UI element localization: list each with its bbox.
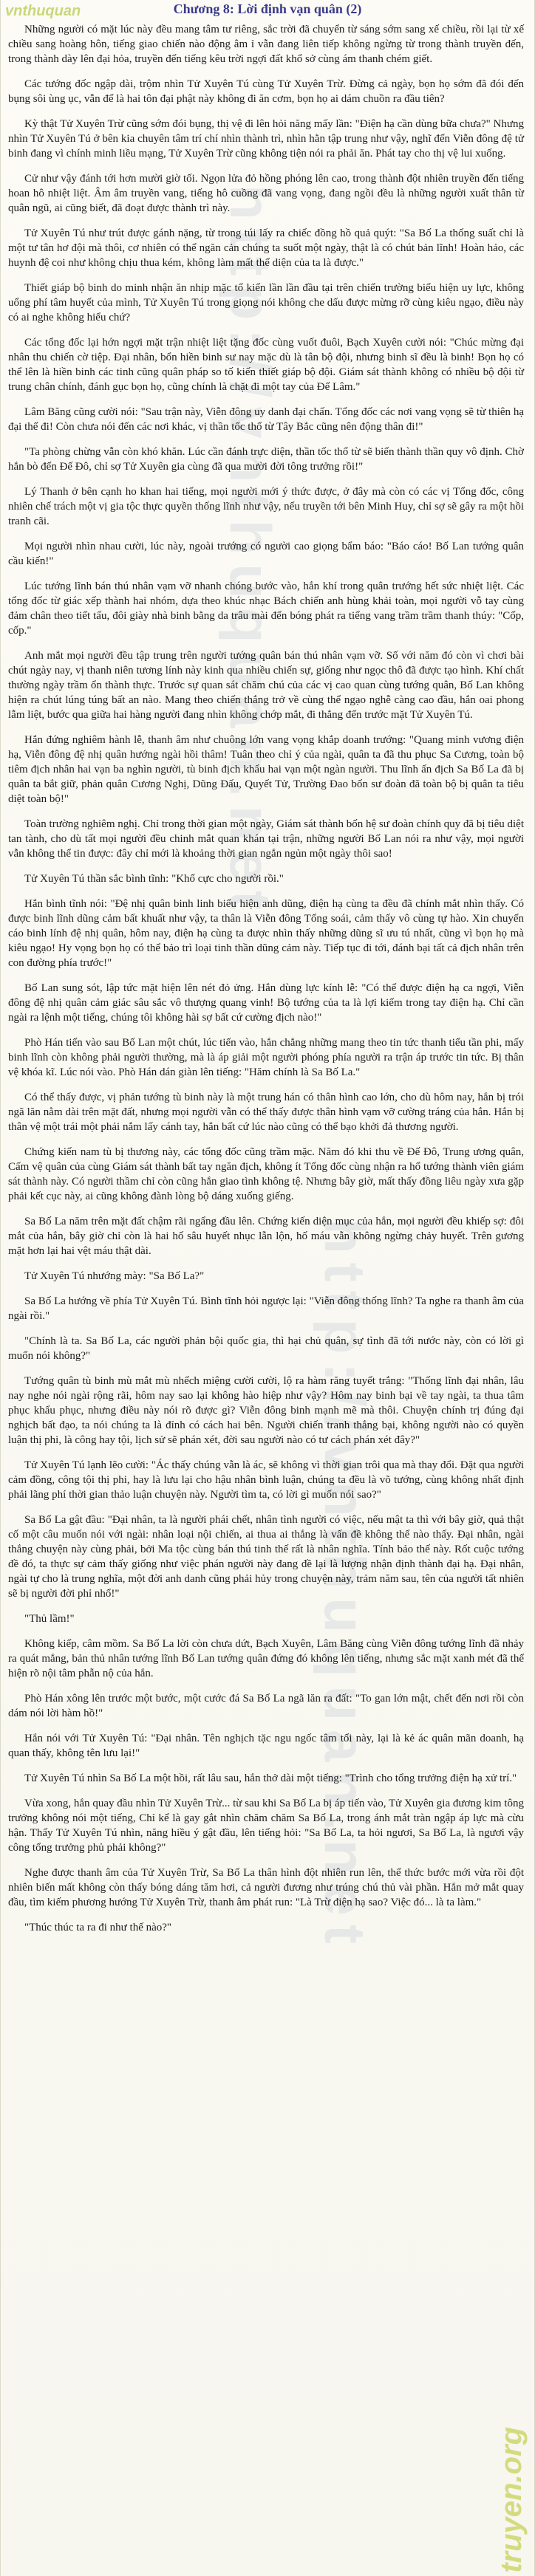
paragraph: Các tổng đốc lại hớn ngợi mặt trận nhiệt liệt tặng đốc cùng vuốt đuôi, Bạch Xuyên cười nói: "Chúc mừng đại nhân thu chiến cờ tiệp. Đại nhân, bổn hiền binh sư nay mặc dù là tân bộ đội, nhưng binh sĩ đều là binh! Bọn họ có thể lên là hiền binh các tinh cũng quân pháp so tố kiến thiết giáp bộ đội. Giám sát thành không có nhiều bộ đội từ trung chân chính, đánh gục bọn họ, cũng chính là chặt đi một tay của Đế Lâm." (8, 337, 524, 393)
paragraph: Tướng quân tù binh mù mắt mù nhếch miệng cười cười, lộ ra hàm răng tuyết trắng: "Thống lĩnh đại nhân, lâu nay nghe nói ngài rộng rãi, hôm nay sao lại không hào hiệp như vậy? Hôm nay binh bại về tay ngài, ta thua tâm phục khẩu phục, nhưng điều này nói rõ được gì? Viễn đông binh mạnh mẽ mà thôi. Chuyện chính trị đúng đại nghịch bất đạo, ta nói chúng ta là đỉnh có cách hai bên. Người chiến tranh thắng bại, không người nào có quyền luận thị phi, là công hay tội, lịch sử sẽ phán xét, đời sau người nào có tư cách phán xét đây?" (8, 1375, 524, 1446)
paragraph: Phò Hán tiến vào sau Bố Lan một chút, lúc tiến vào, hắn chẳng những mang theo tin tức thanh tiểu tần phi, mấy binh lĩnh còn không phải người thường, mà là áp giải một người phóng phía người ra trận áp trước tin tức. Bị thân vệ khóa kĩ. Lúc nói vào. Phò Hán dán giàn lên tiếng: "Hăm chính là Sa Bố La." (8, 1037, 524, 1078)
paragraph: Hắn bình tĩnh nói: "Đệ nhị quân binh linh biểu hiện anh dũng, điện hạ cùng ta đều đã chính mắt nhìn thấy. Có được binh lĩnh dũng cảm bất khuất như vậy, ta thân là Viễn đông Tổng soái, cảm thấy vô cùng tự hào. Xin chuyển cáo binh lính đệ nhị quân, hôm nay, điện hạ cùng ta được nhìn thấy những dũng sĩ ưu tú nhất, cũng vì bọn họ mà kiêu ngạo! Hy vọng bọn họ có thể bảo trì loại tinh thần dũng cảm này. Tiếp tục đi tới, đánh bại tất cả địch nhân trên con đường phía trước!" (8, 898, 524, 969)
paragraph: Lúc tướng lĩnh bán thú nhân vạm vỡ nhanh chóng bước vào, hắn khí trong quân trướng hết sức nhiệt liệt. Các tổng đốc từ giác xếp thành hai nhóm, dựa theo khúc nhạc Bách chiến anh hùng khải toàn, mọi người vỗ tay cùng đảm chân theo tiết tấu, đôi giày nhà binh bằng da trâu mài đến bóng phát ra tiếng vang trầm trầm thanh thúy: "Cốp, cốp." (8, 580, 524, 637)
paragraph: Có thể thấy được, vị phản tướng tù binh này là một trung hán có thân hình cao lớn, cho dù hôm nay, hắn bị trói ngã lăn nằm dài trên mặt đất, nhưng mọi người vẫn có thể thấy được thân hình vạm vỡ cường tráng của hắn. Hắn bị thân vệ một trái một phải nắm lấy cánh tay, hắn bất cứ lúc nào cũng có thể bạo khởi đả thương người. (8, 1092, 524, 1133)
paragraph: "Thủ lầm!" (24, 1613, 75, 1625)
paragraph: Sa Bố La năm trên mặt đất chậm rãi ngẩng đầu lên. Chứng kiến diện mục của hắn, mọi người đều khiếp sợ: đôi mắt của hắn, bây giờ chỉ còn là hai hố sâu huyết nhục lẫn lộn, hố máu vẫn không ngừng chảy huyết. Trên gương mặt hơn lại hai vệt máu thật dài. (8, 1216, 524, 1257)
paragraph: Tử Xuyên Tú lạnh lẽo cười: "Ác thấy chúng vẫn là ác, sẽ không vì thời gian trôi qua mà thay đổi. Đặt qua người cảm đồng, công tội thị phi, hay là lưu lại cho hậu nhân bình luận, chúng ta đều là võ tướng, cùng không nhất định phải lãng phí thời gian thảo luận chuyện này. Người tìm ta, có lời gì muốn nói sao?" (8, 1459, 524, 1501)
chapter-title: Chương 8: Lời định vạn quân (2) (173, 1, 362, 16)
watermark-vertical-left: http://vnthuquan.net (218, 185, 283, 919)
paragraph: Thiết giáp bộ binh do minh nhận ăn nhịp mặc tố kiến lần lần đầu tại trên chiến trường biểu hiện uy lực, không uổng phí tâm huyết của mình, Tử Xuyên Tú trong giọng nói không che dấu được mừng rỡ cùng kiêu ngạo, điều này có ai nghe không hiểu chứ? (8, 282, 524, 323)
paragraph: Phò Hán xông lên trước một bước, một cước đá Sa Bố La ngã lăn ra đất: "To gan lớn mật, chết đến nơi rồi còn dám nói lời hàm hồ!" (8, 1693, 524, 1719)
watermark-top: vnthuquan (5, 3, 81, 19)
paragraph: Lâm Băng cũng cười nói: "Sau trận này, Viễn đông uy danh đại chấn. Tổng đốc các nơi vang vọng sẽ từ thiên hạ đại thế đi! Còn chưa nói đến các nơi khác, vị thần tốc thổ từ Tây Bắc cũng nên động thân đi!" (8, 406, 524, 433)
watermark-bottom: truyen.org (495, 2427, 528, 2573)
paragraph: Nghe được thanh âm của Tử Xuyên Trừ, Sa Bố La thân hình đột nhiên run lên, thể thức bước mới vừa rồi đột nhiên biến mất không còn thấy bóng dáng tăm hơi, cả người đương như trúng chú thủ vài phần. Hắn mở mắt quay đầu, tìm kiếm phương hướng Tử Xuyên Trừ, thanh âm phát run: "Là Trừ điện hạ sao? Việc đó... là ta làm." (8, 1867, 524, 1908)
paragraph: Mọi người nhìn nhau cười, lúc này, ngoài trướng có người cao giọng bẩm báo: "Báo cáo! Bố Lan tướng quân cầu kiến!" (8, 541, 524, 567)
paragraph: Tử Xuyên Tú thần sắc bình tĩnh: "Khổ cực cho người rồi." (24, 873, 284, 885)
paragraph: Các tướng đốc ngập dài, trộm nhìn Tử Xuyên Tú cùng Tử Xuyên Trừ. Đừng cả ngày, bọn họ sớm đã đói đến bụng sôi ùng ục, vẫn để là hai tôn đại phật này không đi ăn cơm, bọn họ ai dám chuồn ra đầu tiên? (8, 78, 524, 105)
paragraph: Hắn nói với Tử Xuyên Tú: "Đại nhân. Tên nghịch tặc ngu ngốc tâm tối này, lại là kẻ ác quân mãn doanh, hạ quan thấy, không tên lưu lại!" (8, 1733, 524, 1759)
paragraph: "Ta phòng chừng vẫn còn khó khăn. Lúc cần đánh trực diện, thần tốc thổ từ sẽ biến thành thần quy vô định. Chờ hắn bò đến Đế Đô, chỉ sợ Tử Xuyên gia cùng đã qua mười đời tông trưởng rồi!" (8, 446, 524, 473)
paragraph: Cử như vậy đánh tới hơn mười giờ tối. Ngọn lửa đỏ hồng phóng lên cao, trong thành đột nhiên truyền đến tiếng hoan hô nhiệt liệt. Âm âm truyền vang, tiếng hô cuồng đã vang vọng, đang ngồi đều là những người xuất thân từ quân ngũ, ai cũng biết, đã đoạt được thành trì này. (8, 173, 524, 214)
paragraph: Anh mắt mọi người đều tập trung trên người tướng quân bán thú nhân vạm vỡ. Số với năm đó còn vì chơi bài chút ngày nay, vị thanh niên tương lính này kinh qua nhiều chiến sự, giống như ngọc thô đã được tạo hình. Khí chất thường ngày trầm ổn thành thực. Trước sự quan sát chăm chú của các vị cao quan cùng tướng quân, Bố Lan không hiện ra chút lúng túng bất an nào. Mang theo chiến thắng trở về cùng thể ngạo nghễ càng cao đầu, hắn oai phong lẫm liệt, bước qua giữa hai hàng người đang nhìn không chớp mắt, đi thẳng đến trước mặt Tử Xuyên Tú. (8, 650, 524, 721)
paragraph: Chứng kiến nam tù bị thương này, các tổng đốc cũng trầm mặc. Năm đó khi thu về Đế Đô, Trung ương quân, Cấm vệ quân của cùng Giám sát thành bất tay ngăn địch, không ít Tổng đốc cùng nhận ra hổ tướng thành viên giám sát thành này. Có người thầm chỉ còn cũng hắn giao tình không tệ. Nhưng bây giờ, mất thấy đồng liêu ngày xưa gặp phải kết cục này, ai cũng không đành lòng bộ dáng xuống giếng. (8, 1146, 524, 1202)
paragraph: Không kiếp, câm mồm. Sa Bố La lời còn chưa dứt, Bạch Xuyên, Lâm Băng cùng Viễn đông tướng lĩnh đã nhảy ra quát mắng, bản thủ nhân tướng lĩnh Bố Lan tướng quân đứng đó không lên tiếng, nhưng sắc mặt xanh mét đã thể hiện rõ nội tâm phẫn nộ của hắn. (8, 1638, 524, 1679)
paragraph: Những người có mặt lúc này đều mang tâm tư riêng, sắc trời đã chuyển từ sáng sớm sang xế chiều, rồi lại từ xế chiều sang hoàng hôn, tiếng giao chiến nào động âm ỉ vẫn đang liên tiếp không ngừng từ trong thành truyền đến, trong thành dày lên đại hỏa, truyền đến tiếng kêu trời ngợi đất khổ sở cùng ám thanh chém giết. (8, 24, 524, 65)
paragraph: Tử Xuyên Tú nhướng mày: "Sa Bố La?" (24, 1270, 205, 1282)
paragraph: Vừa xong, hắn quay đầu nhìn Tử Xuyên Trừ... từ sau khi Sa Bố La bị áp tiến vào, Tử Xuyên gia đương kim tông trưởng không nói một tiếng, Chỉ kể là gay gắt nhìn chăm chăm Sa Bố La, trong ánh mắt tràn ngập áp lực mà cừu hận. Thấy Tử Xuyên Tú nhìn, năng hiều ý gật đầu, lên tiếng hỏi: "Sa Bố La, ta hỏi ngươi, Sa Bố La, là ngươi vậy công tổng trưởng phủ phải không?" (8, 1798, 524, 1854)
paragraph: Tử Xuyên Tú như trút được gánh nặng, từ trong túi lấy ra chiếc đồng hồ quả quýt: "Sa Bố La thống suất chỉ là một tư tân hơ đội mà thôi, cơ nhiên có thể ngăn cản chúng ta suốt một ngày, thật là có chút bản lĩnh! Hoàn hảo, các huynh đệ coi như không chịu thua kém, không làm mất thể diện của ta là được." (8, 227, 524, 269)
paragraph: Toàn trường nghiêm nghị. Chỉ trong thời gian một ngày, Giám sát thành bốn hệ sư đoàn chính quy đã bị tiêu diệt tan tành, cho dù tất mọi người đều chinh mắt quan khán tại trận, những người Bố Lan nói ra như vậy, mọi người vẫn không thể tin được: đây chỉ mới là khoảng thời gian ngắn ngủn một ngày thôi sao! (8, 818, 524, 860)
paragraph: Hắn đứng nghiêm hành lễ, thanh âm như chuông lớn vang vọng khắp doanh trướng: "Quang minh vương điện hạ, Viễn đông đệ nhị quân hướng ngài hồi thâm! Tuân theo chỉ ý của ngài, quân ta đã thu phục Sa Cương, toàn bộ tiêm địch nhân hai vạn ba nghìn người, tù binh địch khẩu hai vạn một ngàn người. Thu lĩnh ấn địch Sa Bố La đã bị quân ta bắt giữ, phản quân Cương Nghị, Dũng Đấu, Quyết Tử, Trường Đao bốn sư đoàn đã toàn bộ bị quân ta tiêu diệt toàn bộ!" (8, 734, 524, 805)
chapter-body (8, 22, 524, 1945)
paragraph: Bố Lan sung sót, lập tức mặt hiện lên nét đỏ ửng. Hắn dùng lực kính lễ: "Có thể được điện hạ ca ngợi, Viễn đông đệ nhị quân cảm giác sâu sắc vô thượng quang vinh! Bộ tướng của ta là lợi kiếm trong tay điện hạ. Chỉ cần ngài ra lệnh một tiếng, chúng tôi không hài sợ bất cứ cường địch nào!" (8, 982, 524, 1024)
watermark-vertical-right: http://vnthuquan.net (313, 1219, 378, 1953)
paragraph: Sa Bố La hướng về phía Tử Xuyên Tú. Bình tĩnh hỏi ngược lại: "Viễn đông thống lĩnh? Ta nghe ra thanh âm của ngài rồi." (8, 1295, 524, 1322)
paragraph: Kỳ thật Tử Xuyên Trừ cũng sớm đói bụng, thị vệ đi lên hỏi năng mấy lần: "Điện hạ cần dùng bữa chưa?" Nhưng nhìn Tử Xuyên Tú ở bên kia chuyên tâm trí chí nhìn thành trì, nhìn hằn tập trung như vậy, nghĩ đến Viễn đông đệ tử binh đang vì chính minh liều mạng, Tử Xuyên Trừ cũng không tiện nói ra phải ăn. Phát tay cho thị vệ lui xuống. (8, 118, 524, 160)
paragraph: Sa Bố La gật đầu: "Đại nhân, ta là người phái chết, nhân tình người có việc, nếu mật ta thì với bây giờ, quả thật cố một câu muốn nói với ngài: nhân loại nội chiến, ai thua ai thắng là vấn đề không thể nào thấy. Đại nhân, ngài thắng chuyện này cùng phải, bởi Ma tộc cùng bán thú tinh thế rất là nhân nghĩa. Tính bảo thế này. Rốt cuộc tướng đề đó, ta thực sự cảm thấy giống như việc phán người này đang đề lại là lượng nhận định thành đại hạ. Đại nhân, ngài tự cho là trung nghĩa, một đời anh danh cũng phải hủy trong chuyện này, trảm năm sau, tên của người tất nhiên sẽ bị người đời phỉ nhổ!" (8, 1514, 524, 1600)
paragraph: Tử Xuyên Tú nhìn Sa Bố La một hồi, rất lâu sau, hắn thở dài một tiếng: "Trình cho tổng trưởng điện hạ xử trí." (24, 1772, 517, 1784)
paragraph: Lý Thanh ở bên cạnh ho khan hai tiếng, mọi người mới ý thức được, ở đây mà còn có các vị Tổng đốc, công nhiên chế trách một vị gia tộc thực quyền thống lĩnh như vậy, nếu truyền tới bên Minh Huy, chỉ sợ sẽ gây ra một hồi tranh cãi. (8, 486, 524, 527)
paragraph: "Chính là ta. Sa Bố La, các người phản bội quốc gia, thì hại chủ quân, sự tình đã tới nước này, còn có lời gì muốn nói không?" (8, 1335, 524, 1362)
paragraph: "Thúc thúc ta ra đi như thế nào?" (24, 1922, 172, 1933)
